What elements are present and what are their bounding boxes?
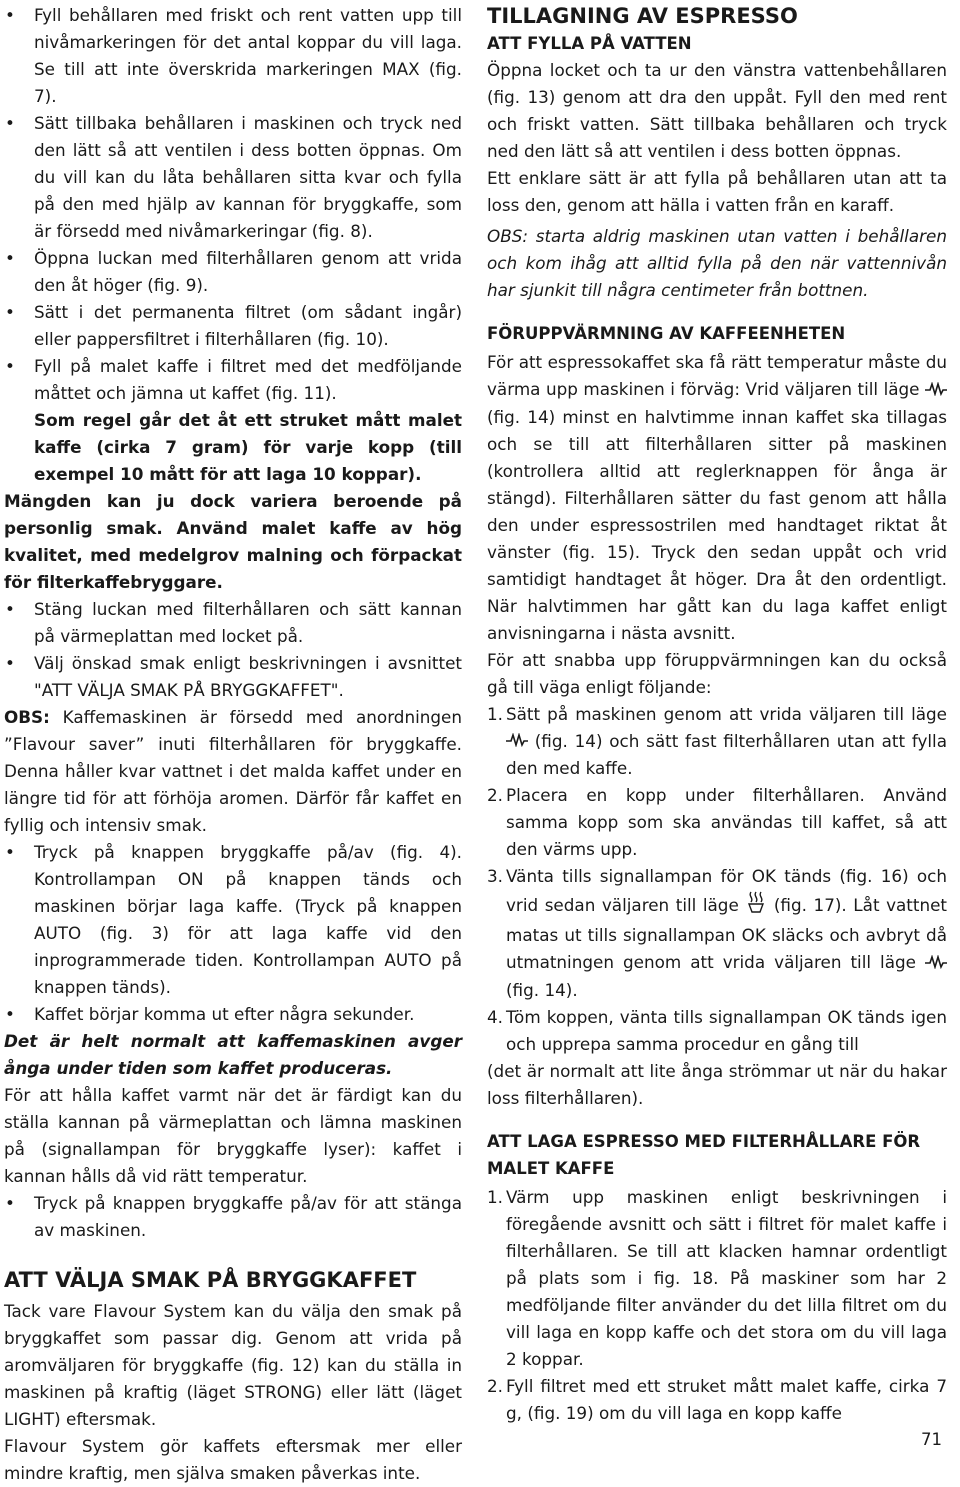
bullet-open-filter-door: • Öppna luckan med filterhållaren genom att vrida den åt höger (fig. 9). bbox=[4, 245, 462, 299]
step-1-number: 1. bbox=[487, 1186, 504, 1207]
obs-flavour-saver bbox=[4, 704, 462, 839]
step-1-number: 1. bbox=[487, 703, 504, 724]
para-easier-fill: Ett enklare sätt är att fylla på behållaren utan att ta loss den, genom att hälla i vatten från en karaff. bbox=[487, 168, 947, 215]
obs-text: Kaffemaskinen är försedd med anordningen ”Flavour saver” inuti filterhållaren för bryggkaffe. Denna håller kvar vattnet i det malda kaffet under en längre tid för att förhöja aromen. Därför får kaffet en fyllig och intensiv smak. bbox=[4, 707, 462, 835]
para-keep-warm: För att hålla kaffet varmt när det är färdigt kan du ställa kannan på värmeplattan och lämna maskinen på (signallampan för bryggkaffe lyser): kaffet i kannan hålls då vid rätt temperatur. bbox=[4, 1085, 462, 1186]
right-column bbox=[487, 0, 947, 1427]
step-4-text: Töm koppen, vänta tills signallampan OK tänds igen och upprepa samma procedur en gång till bbox=[506, 1006, 947, 1054]
bullet-press-button: • Tryck på knappen bryggkaffe på/av (fig. 4). Kontrollampan ON på knappen tänds och maskinen börjar laga kaffe. (Tryck på knappen AUTO (fig. 3) för att laga kaffe vid den inprogrammerade tiden. Kontrollampan AUTO på knappen tänds). bbox=[4, 839, 462, 1001]
step-1-text-a: Sätt på maskinen genom att vrida väljaren till läge bbox=[506, 703, 947, 724]
step-2-number: 2. bbox=[487, 1375, 504, 1396]
step-2-number: 2. bbox=[487, 785, 504, 805]
preheat-text-b: (fig. 14) minst en halvtimme innan kaffet ska tillagas och se till att filterhållaren sitter på maskinen (kontrollera alltid att reglerknappen för ånga är stängd). Filterhållaren sätter du fast genom att hålla den under espressostrilen med handtaget riktat åt vänster (fig. 15). Tryck den sedan uppåt och vrid samtidigt handtaget åt höger. Dra åt den ordentligt. När halvtimmen har gått kan du laga kaffet enligt anvisningarna i nästa avsnitt. bbox=[487, 406, 947, 643]
bullet-close-door: • Stäng luckan med filterhållaren och sätt kannan på värmeplattan med locket på. bbox=[4, 596, 462, 650]
bullet-coffee-starts: • Kaffet börjar komma ut efter några sekunder. bbox=[4, 1001, 462, 1028]
bullet-replace-reservoir: • Sätt tillbaka behållaren i maskinen och tryck ned den lätt så att ventilen i dess botten öppnas. Om du vill kan du låta behållaren sitta kvar och fylla på den med hjälp av kannan för bryggkaffe, som är försedd med nivåmarkeringar (fig. 8). bbox=[4, 110, 462, 245]
heading-select-taste: ATT VÄLJA SMAK PÅ BRYGGKAFFET bbox=[4, 1268, 417, 1292]
bullet-turn-off: • Tryck på knappen bryggkaffe på/av för att stänga av maskinen. bbox=[4, 1190, 462, 1244]
step-2-fill-text: Fyll filtret med ett struket mått malet kaffe, cirka 7 g, (fig. 19) om du vill laga en kopp kaffe bbox=[506, 1375, 947, 1423]
heat-symbol-icon bbox=[925, 377, 947, 404]
para-flavour-aftertaste: Flavour System gör kaffets eftersmak mer eller mindre kraftig, men själva smaken påverkas inte. bbox=[4, 1436, 462, 1483]
heading-fill-water: ATT FYLLA PÅ VATTEN bbox=[487, 34, 692, 53]
step-3-wait-ok bbox=[487, 863, 947, 1004]
heading-make-espresso: ATT LAGA ESPRESSO MED FILTERHÅLLARE FÖR MALET KAFFE bbox=[487, 1131, 921, 1178]
step-3-text-a: Vänta tills signallampan för OK tänds (fig. 16) och vrid sedan väljaren till läge bbox=[506, 866, 947, 915]
step-2-place-cup bbox=[487, 782, 947, 863]
bullet-fill-reservoir: • Fyll behållaren med friskt och rent vatten upp till nivåmarkeringen för det antal koppar du vill laga. Se till att inte överskrida markeringen MAX (fig. 7). bbox=[4, 2, 462, 110]
bold-note-measure: Som regel går det åt ett struket mått malet kaffe (cirka 7 gram) för varje kopp (till exempel 10 mått för att laga 10 koppar). bbox=[34, 410, 462, 484]
step-3-number: 3. bbox=[487, 866, 504, 886]
heading-espresso: TILLAGNING AV ESPRESSO bbox=[487, 4, 798, 28]
step-4-number: 4. bbox=[487, 1006, 504, 1027]
step-2-fill-filter bbox=[487, 1373, 947, 1427]
bullet-select-taste: • Välj önskad smak enligt beskrivningen i avsnittet "ATT VÄLJA SMAK PÅ BRYGGKAFFET". bbox=[4, 650, 462, 704]
heat-symbol-icon bbox=[506, 728, 528, 755]
step-1-turn-on bbox=[487, 701, 947, 783]
left-column bbox=[4, 0, 462, 1487]
step-4-empty-cup bbox=[487, 1004, 947, 1058]
page-number: 71 bbox=[921, 1430, 942, 1449]
preheat-text-a: För att espressokaffet ska få rätt temperatur måste du värma upp maskinen i förväg: Vrid väljaren till läge bbox=[487, 352, 947, 399]
step-1-text-b: (fig. 14) och sätt fast filterhållaren utan att fylla den med kaffe. bbox=[506, 730, 947, 778]
steam-symbol-icon bbox=[745, 890, 767, 922]
obs-label: OBS: bbox=[4, 707, 50, 727]
para-flavour-system: Tack vare Flavour System kan du välja den smak på bryggkaffet som passar dig. Genom att vrida på aromväljaren för bryggkaffe (fig. 12) kan du ställa in maskinen på kraftig (läget STRONG) eller lätt (läget LIGHT) eftersmak. bbox=[4, 1301, 462, 1429]
step-2-text: Placera en kopp under filterhållaren. Använd samma kopp som ska användas till kaffet, så att den värms upp. bbox=[506, 785, 947, 859]
para-preheat bbox=[487, 349, 947, 647]
heat-symbol-icon bbox=[925, 950, 947, 977]
bullet-insert-filter: • Sätt i det permanenta filtret (om sådant ingår) eller pappersfiltret i filterhållaren (fig. 10). bbox=[4, 299, 462, 353]
step-1-warm-up bbox=[487, 1184, 947, 1373]
step-3-text-b: (fig. 17). Låt vattnet matas ut tills signallampan OK släcks och avbryt då utmatningen genom att vrida väljaren till läge bbox=[506, 895, 947, 972]
note-steam-normal: Det är helt normalt att kaffemaskinen avger ånga under tiden som kaffet produceras. bbox=[4, 1031, 462, 1078]
bold-note-quality: Mängden kan ju dock variera beroende på personlig smak. Använd malet kaffe av hög kvalitet, med medelgrov malning och förpackat för filterkaffebryggare. bbox=[4, 491, 462, 592]
bullet-add-coffee: • Fyll på malet kaffe i filtret med det medföljande måttet och jämna ut kaffet (fig. 11). bbox=[4, 353, 462, 407]
step-3-text-c: (fig. 14). bbox=[506, 979, 578, 1000]
para-open-lid: Öppna locket och ta ur den vänstra vattenbehållaren (fig. 13) genom att dra den uppåt. Fyll den med rent och friskt vatten. Sätt tillbaka behållaren och tryck ned den lätt så att ventilen i dess botten öppnas. bbox=[487, 60, 947, 161]
obs-no-water: OBS: starta aldrig maskinen utan vatten i behållaren och kom ihåg att alltid fylla på den när vattennivån har sjunkit till några centimeter från bottnen. bbox=[487, 226, 947, 300]
step-1-warm-text: Värm upp maskinen enligt beskrivningen i föregående avsnitt och sätt i filtret för malet kaffe i filterhållaren. Se till att klacken hamnar ordentligt på plats som i fig. 18. På maskiner som har 2 medföljande filter använder du det lilla filtret om du vill laga en kopp kaffe och det stora om du vill laga 2 koppar. bbox=[506, 1186, 947, 1369]
heading-preheat: FÖRUPPVÄRMNING AV KAFFEENHETEN bbox=[487, 324, 846, 343]
para-speed-up: För att snabba upp föruppvärmningen kan du också gå till väga enligt följande: bbox=[487, 649, 947, 697]
para-steam-release: (det är normalt att lite ånga strömmar ut när du hakar loss filterhållaren). bbox=[487, 1060, 947, 1108]
